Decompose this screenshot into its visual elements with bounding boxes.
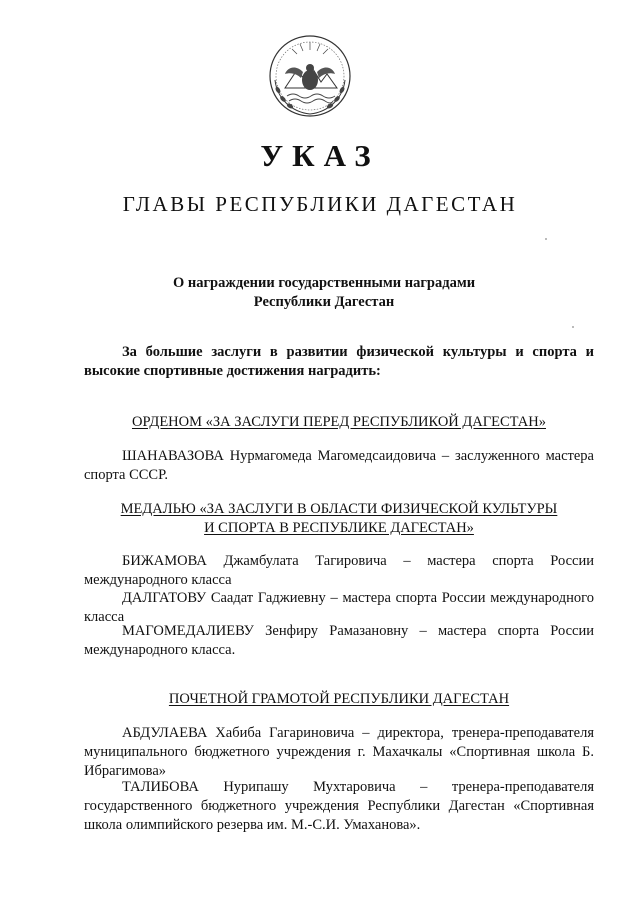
- decree-subject: [0, 274, 640, 312]
- dagestan-coat-of-arms-emblem: [265, 30, 355, 120]
- medal-heading-line-2: И СПОРТА В РЕСПУБЛИКЕ ДАГЕСТАН»: [204, 520, 474, 536]
- medal-heading: [84, 500, 594, 538]
- decree-intro: За большие заслуги в развитии физической культуры и спорта и высокие спортивные достижения наградить:: [84, 344, 594, 379]
- awardee-entry: ШАНАВАЗОВА Нурмагомеда Магомедсаидовича – заслуженного мастера спорта СССР.: [84, 448, 594, 483]
- certificate-heading: ПОЧЕТНОЙ ГРАМОТОЙ РЕСПУБЛИКИ ДАГЕСТАН: [168, 691, 510, 707]
- awardee-entry: МАГОМЕДАЛИЕВУ Зенфиру Рамазановну – мастера спорта России международного класса.: [84, 623, 594, 658]
- subject-line-1: О награждении государственными наградами: [172, 275, 476, 291]
- document-title: УКАЗ: [260, 138, 380, 173]
- awardee-entry: ТАЛИБОВА Нурипашу Мухтаровича – тренера-преподавателя государственного бюджетного учреждения Республики Дагестан «Спортивная школа олимпийского резерва им. М.-С.И. Умаханова».: [84, 779, 594, 833]
- medal-heading-line-1: МЕДАЛЬЮ «ЗА ЗАСЛУГИ В ОБЛАСТИ ФИЗИЧЕСКОЙ КУЛЬТУРЫ: [120, 501, 558, 517]
- awardee-entry: БИЖАМОВА Джамбулата Тагировича – мастера спорта России международного класса: [84, 553, 594, 588]
- order-heading: ОРДЕНОМ «ЗА ЗАСЛУГИ ПЕРЕД РЕСПУБЛИКОЙ ДАГЕСТАН»: [131, 414, 546, 430]
- scan-speck: [572, 326, 574, 328]
- awardee-entry: АБДУЛАЕВА Хабиба Гагариновича – директора, тренера-преподавателя муниципального бюджетного учреждения г. Махачкалы «Спортивная школа Б. Ибрагимова»: [84, 725, 594, 779]
- scan-speck: [545, 238, 547, 240]
- subject-line-2: Республики Дагестан: [253, 294, 395, 310]
- awardee-entry: ДАЛГАТОВУ Саадат Гаджиевну – мастера спорта России международного класса: [84, 590, 594, 625]
- document-issuer: ГЛАВЫ РЕСПУБЛИКИ ДАГЕСТАН: [122, 192, 518, 216]
